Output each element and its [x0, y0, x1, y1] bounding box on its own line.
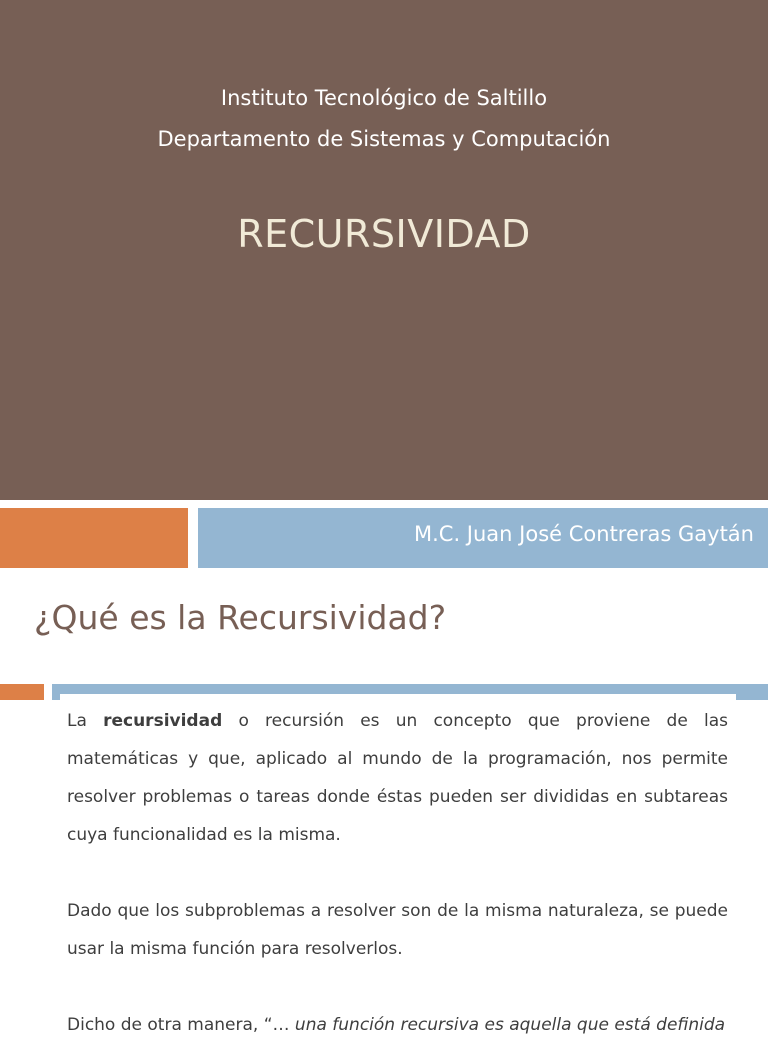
department-name: Departamento de Sistemas y Computación — [157, 127, 611, 151]
content-area — [60, 694, 736, 1034]
author-name: M.C. Juan José Contreras Gaytán — [414, 522, 754, 546]
paragraph-alternative-definition — [67, 1006, 728, 1044]
slide-title: ¿Qué es la Recursividad? — [34, 598, 447, 637]
paragraph-subproblems: Dado que los subproblemas a resolver son de la misma naturaleza, se puede usar la misma función para resolverlos. — [67, 901, 728, 959]
accent-bar-orange — [0, 684, 44, 700]
paragraph-text: La — [67, 711, 104, 731]
content-slide — [0, 568, 768, 1035]
paragraph-definition — [67, 702, 728, 854]
title-panel — [0, 0, 768, 500]
paragraph-text: o recursión es un concepto que proviene de las matemáticas y que, aplicado al mundo de la programación, nos permite resolver problemas o tareas donde éstas pueden ser divididas en subtareas cuya funcionalidad es la misma. — [67, 711, 728, 845]
italic-quote: una función recursiva es aquella que está definida — [294, 1015, 726, 1035]
institute-name: Instituto Tecnológico de Saltillo — [220, 86, 548, 110]
accent-block-orange — [0, 508, 188, 568]
bold-term: recursividad — [103, 711, 223, 731]
presentation-title: RECURSIVIDAD — [237, 212, 531, 256]
paragraph-text: Dicho de otra manera, “… — [67, 1015, 290, 1035]
